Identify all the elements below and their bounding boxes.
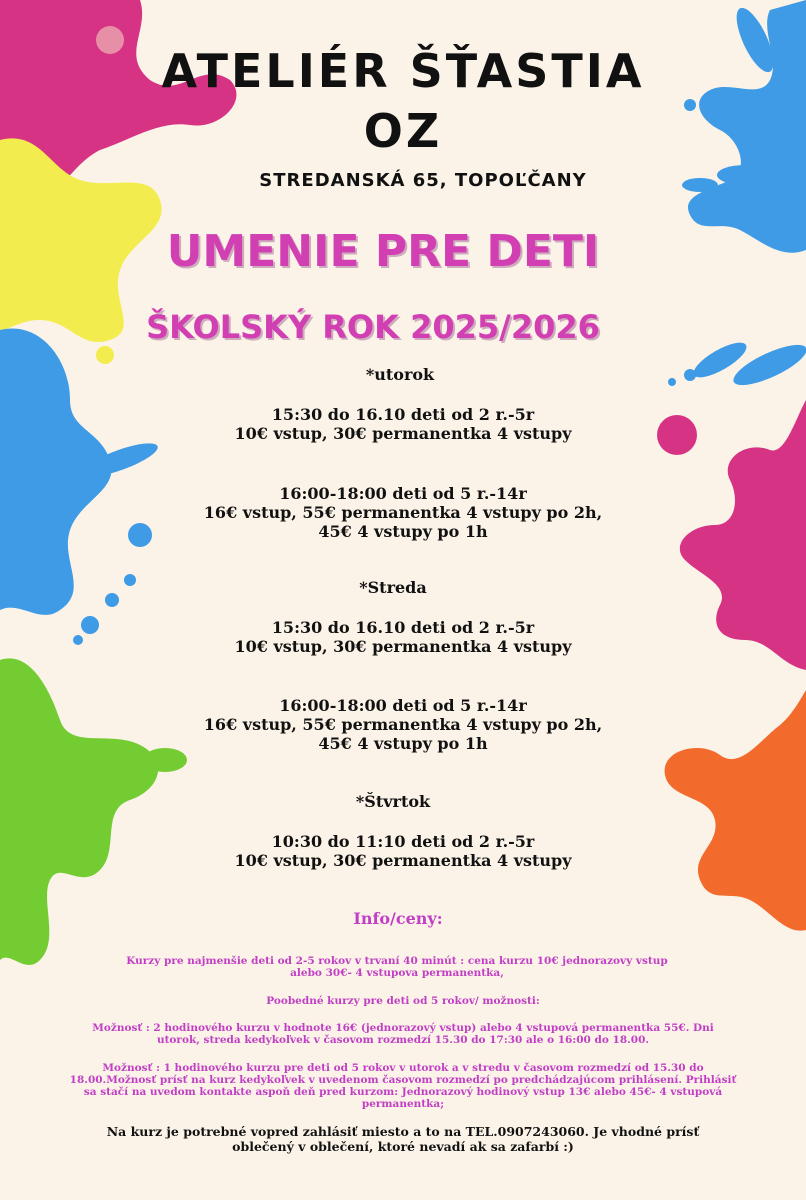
info-paragraph: Možnosť : 1 hodinového kurzu pre deti od 5 rokov v utorok a v stredu v časovom rozmedzí od 15.30 do 18.00.Možnosť prísť na kurz kedykoľvek v uvedenom časovom rozmedzí po predchádzajúcom prihlásení. Prihlásiť sa stačí na uvedom kontakte aspoň deň pred kurzom: Jednorazový hodinový vstup 13€ alebo 45€- 4 vstupová permanentka; [69, 1062, 737, 1110]
schedule-slot: 10:30 do 11:10 deti od 2 r.-5r 10€ vstup, 30€ permanentka 4 vstupy [234, 832, 572, 870]
schedule-slot: 16:00-18:00 deti od 5 r.-14r 16€ vstup, 55€ permanentka 4 vstupy po 2h, 45€ 4 vstupy po 1h [203, 696, 603, 753]
studio-title-oz: OZ [363, 104, 443, 158]
school-year: ŠKOLSKÝ ROK 2025/2026 [146, 308, 600, 346]
info-paragraph: Kurzy pre najmenšie deti od 2-5 rokov v trvaní 40 minút : cena kurzu 10€ jednorazovy vstup alebo 30€- 4 vstupova permanentka, [126, 955, 668, 979]
headline: UMENIE PRE DETI [166, 226, 600, 277]
info-paragraph: Možnosť : 2 hodinového kurzu v hodnote 16€ (jednorazový vstup) alebo 4 vstupová permanentka 55€. Dni utorok, streda kedykoľvek v časovom rozmedzí 15.30 do 17:30 ale o 16:00 do 18.00. [92, 1022, 714, 1046]
contact-note: Na kurz je potrebné vopred zahlásiť miesto a to na TEL.0907243060. Je vhodné prísť oblečený v oblečení, ktoré nevadí ak sa zafarbí :) [106, 1124, 700, 1154]
info-paragraph: Poobedné kurzy pre deti od 5 rokov/ možnosti: [266, 995, 540, 1007]
schedule-slot: 15:30 do 16.10 deti od 2 r.-5r 10€ vstup, 30€ permanentka 4 vstupy [234, 405, 572, 443]
day-thursday: *Štvrtok [355, 792, 431, 811]
schedule-slot: 16:00-18:00 deti od 5 r.-14r 16€ vstup, 55€ permanentka 4 vstupy po 2h, 45€ 4 vstupy po 1h [203, 484, 603, 541]
day-wednesday: *Streda [359, 578, 427, 597]
day-tuesday: *utorok [365, 365, 435, 384]
info-title: Info/ceny: [353, 909, 443, 928]
address: STREDANSKÁ 65, TOPOĽČANY [259, 170, 587, 191]
studio-title: ATELIÉR ŠŤASTIA [161, 44, 645, 98]
schedule-slot: 15:30 do 16.10 deti od 2 r.-5r 10€ vstup, 30€ permanentka 4 vstupy [234, 618, 572, 656]
